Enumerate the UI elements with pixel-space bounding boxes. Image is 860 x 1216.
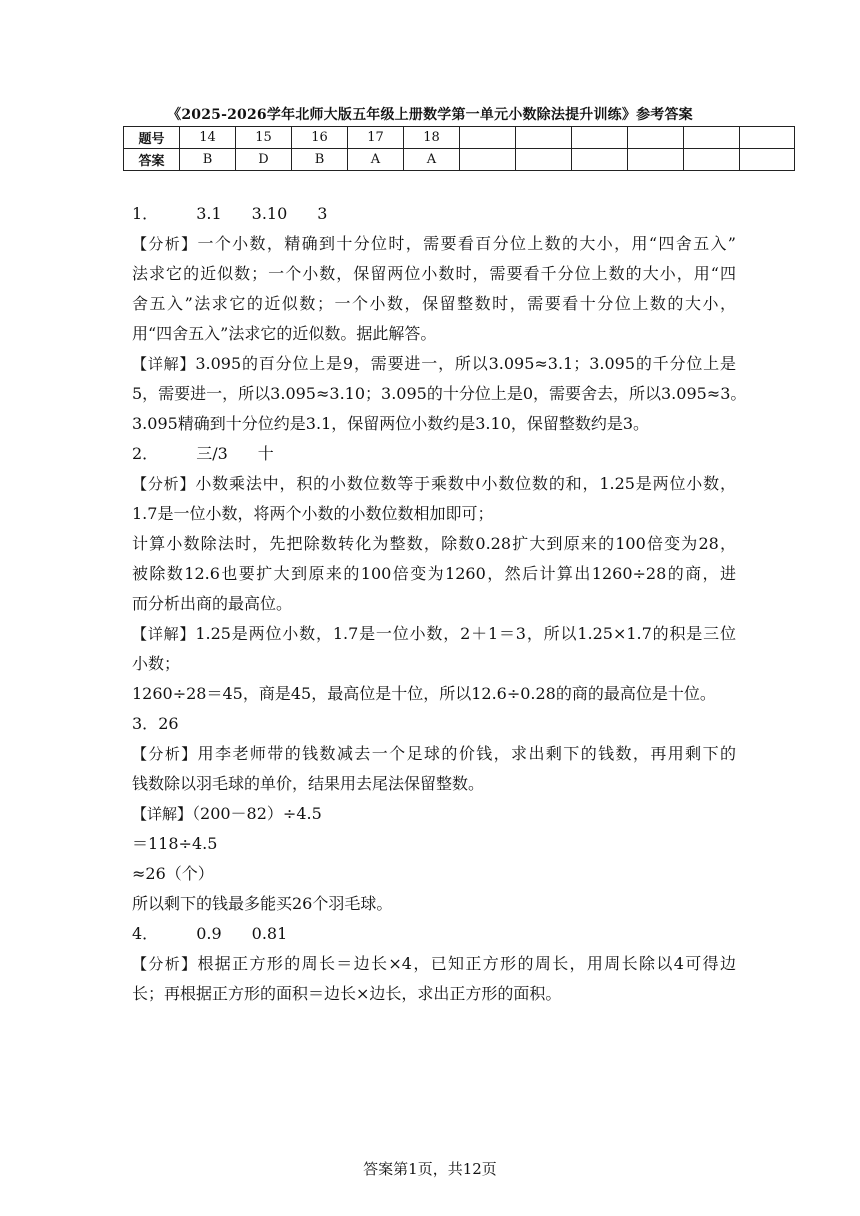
q4-answer-1: 0.9 <box>196 924 222 943</box>
q2-analysis-line: 计算小数除法时，先把除数转化为整数，除数0.28扩大到原来的100倍变为28， <box>132 534 736 553</box>
question-number-cell <box>740 127 795 149</box>
answer-content <box>132 199 747 1009</box>
q2-analysis-line: 而分析出商的最高位。 <box>132 594 293 613</box>
q4-analysis-line <box>132 949 736 979</box>
q3-detail-line: 所以剩下的钱最多能买26个羽毛球。 <box>132 894 393 913</box>
analysis-tag: 【分析】 <box>132 955 198 973</box>
q1-number: 1． <box>132 204 159 223</box>
answer-row <box>124 149 795 171</box>
question-number-cell <box>460 127 516 149</box>
analysis-tag: 【分析】 <box>132 235 198 253</box>
q2-detail-line <box>132 619 736 649</box>
detail-tag: 【详解】 <box>132 805 193 823</box>
answer-table <box>123 126 795 171</box>
analysis-tag: 【分析】 <box>132 745 198 763</box>
q3-detail-line <box>132 799 736 829</box>
question-number-cell: 18 <box>404 127 460 149</box>
answer-cell <box>516 149 572 171</box>
q3-answer-1: 26 <box>158 714 179 733</box>
q2-detail-line: 1260÷28＝45，商是45，最高位是十位，所以12.6÷0.28的商的最高位是十位。 <box>132 684 716 703</box>
analysis-tag: 【分析】 <box>132 475 196 493</box>
detail-tag: 【详解】 <box>132 625 196 643</box>
q2-detail-line: 小数； <box>132 654 181 673</box>
q2-analysis-line: 被除数12.6也要扩大到原来的100倍变为1260，然后计算出1260÷28的商，进 <box>132 564 736 583</box>
question-number-row <box>124 127 795 149</box>
question-number-cell <box>684 127 740 149</box>
q2-answer-2: 十 <box>257 444 274 463</box>
q1-answer-1: 3.1 <box>196 204 222 223</box>
q1-answer-line <box>132 199 736 229</box>
q3-analysis-line: 钱数除以羽毛球的单价，结果用去尾法保留整数。 <box>132 774 485 793</box>
answer-header: 答案 <box>124 149 180 171</box>
q1-detail-line <box>132 349 736 379</box>
answer-cell: D <box>236 149 292 171</box>
question-number-cell <box>516 127 572 149</box>
answer-cell <box>740 149 795 171</box>
q4-answer-2: 0.81 <box>251 924 288 943</box>
q3-number: 3． <box>132 714 159 733</box>
answer-cell: B <box>292 149 348 171</box>
document-title: 《2025-2026学年北师大版五年级上册数学第一单元小数除法提升训练》参考答案 <box>167 107 693 123</box>
q3-analysis-line <box>132 739 736 769</box>
q3-analysis-text: 用李老师带的钱数减去一个足球的价钱，求出剩下的钱数，再用剩下的 <box>197 744 736 763</box>
question-number-cell: 15 <box>236 127 292 149</box>
q1-analysis-line: 法求它的近似数；一个小数，保留两位小数时，需要看千分位上数的大小，用“四 <box>132 264 736 283</box>
q1-analysis-line: 舍五入”法求它的近似数；一个小数，保留整数时，需要看十分位上数的大小， <box>132 294 736 313</box>
question-number-cell <box>572 127 628 149</box>
q2-analysis-text: 小数乘法中，积的小数位数等于乘数中小数位数的和，1.25是两位小数， <box>195 474 736 493</box>
q2-detail-text: 1.25是两位小数，1.7是一位小数，2＋1＝3，所以1.25×1.7的积是三位 <box>195 624 736 643</box>
answer-cell <box>572 149 628 171</box>
answer-cell <box>628 149 684 171</box>
page-footer: 答案第1页，共12页 <box>363 1160 497 1178</box>
q1-analysis-line <box>132 229 736 259</box>
q3-detail-line: ＝118÷4.5 <box>132 834 218 853</box>
q4-analysis-line: 长；再根据正方形的面积＝边长×边长，求出正方形的面积。 <box>132 984 562 1003</box>
q2-analysis-line <box>132 469 736 499</box>
q2-answer-line <box>132 439 736 469</box>
question-number-cell: 16 <box>292 127 348 149</box>
q1-analysis-text: 一个小数，精确到十分位时，需要看百分位上数的大小，用“四舍五入” <box>197 234 736 253</box>
question-number-cell: 14 <box>180 127 236 149</box>
q3-detail-text: （200－82）÷4.5 <box>192 804 322 823</box>
q4-number: 4． <box>132 924 159 943</box>
q2-number: 2． <box>132 444 159 463</box>
q1-answer-2: 3.10 <box>251 204 288 223</box>
answer-cell: A <box>404 149 460 171</box>
answer-cell: A <box>348 149 404 171</box>
question-number-header: 题号 <box>124 127 180 149</box>
q1-answer-3: 3 <box>317 204 328 223</box>
q3-detail-line: ≈26（个） <box>132 864 214 883</box>
q1-detail-text: 3.095的百分位上是9，需要进一，所以3.095≈3.1；3.095的千分位上是 <box>195 354 736 373</box>
q2-answer-1: 三/3 <box>196 444 228 463</box>
answer-cell <box>684 149 740 171</box>
answer-cell <box>460 149 516 171</box>
q4-analysis-text: 根据正方形的周长＝边长×4，已知正方形的周长，用周长除以4可得边 <box>197 954 736 973</box>
question-number-cell <box>628 127 684 149</box>
question-number-cell: 17 <box>348 127 404 149</box>
q1-detail-line: 3.095精确到十分位约是3.1，保留两位小数约是3.10，保留整数约是3。 <box>132 414 650 433</box>
q4-answer-line <box>132 919 736 949</box>
answer-cell: B <box>180 149 236 171</box>
detail-tag: 【详解】 <box>132 355 196 373</box>
q3-answer-line <box>132 709 736 739</box>
q1-detail-line: 5，需要进一，所以3.095≈3.10；3.095的十分位上是0，需要舍去，所以3.095≈3。 <box>132 384 747 403</box>
q1-analysis-line: 用“四舍五入”法求它的近似数。据此解答。 <box>132 324 437 343</box>
q2-analysis-line: 1.7是一位小数，将两个小数的小数位数相加即可； <box>132 504 494 523</box>
